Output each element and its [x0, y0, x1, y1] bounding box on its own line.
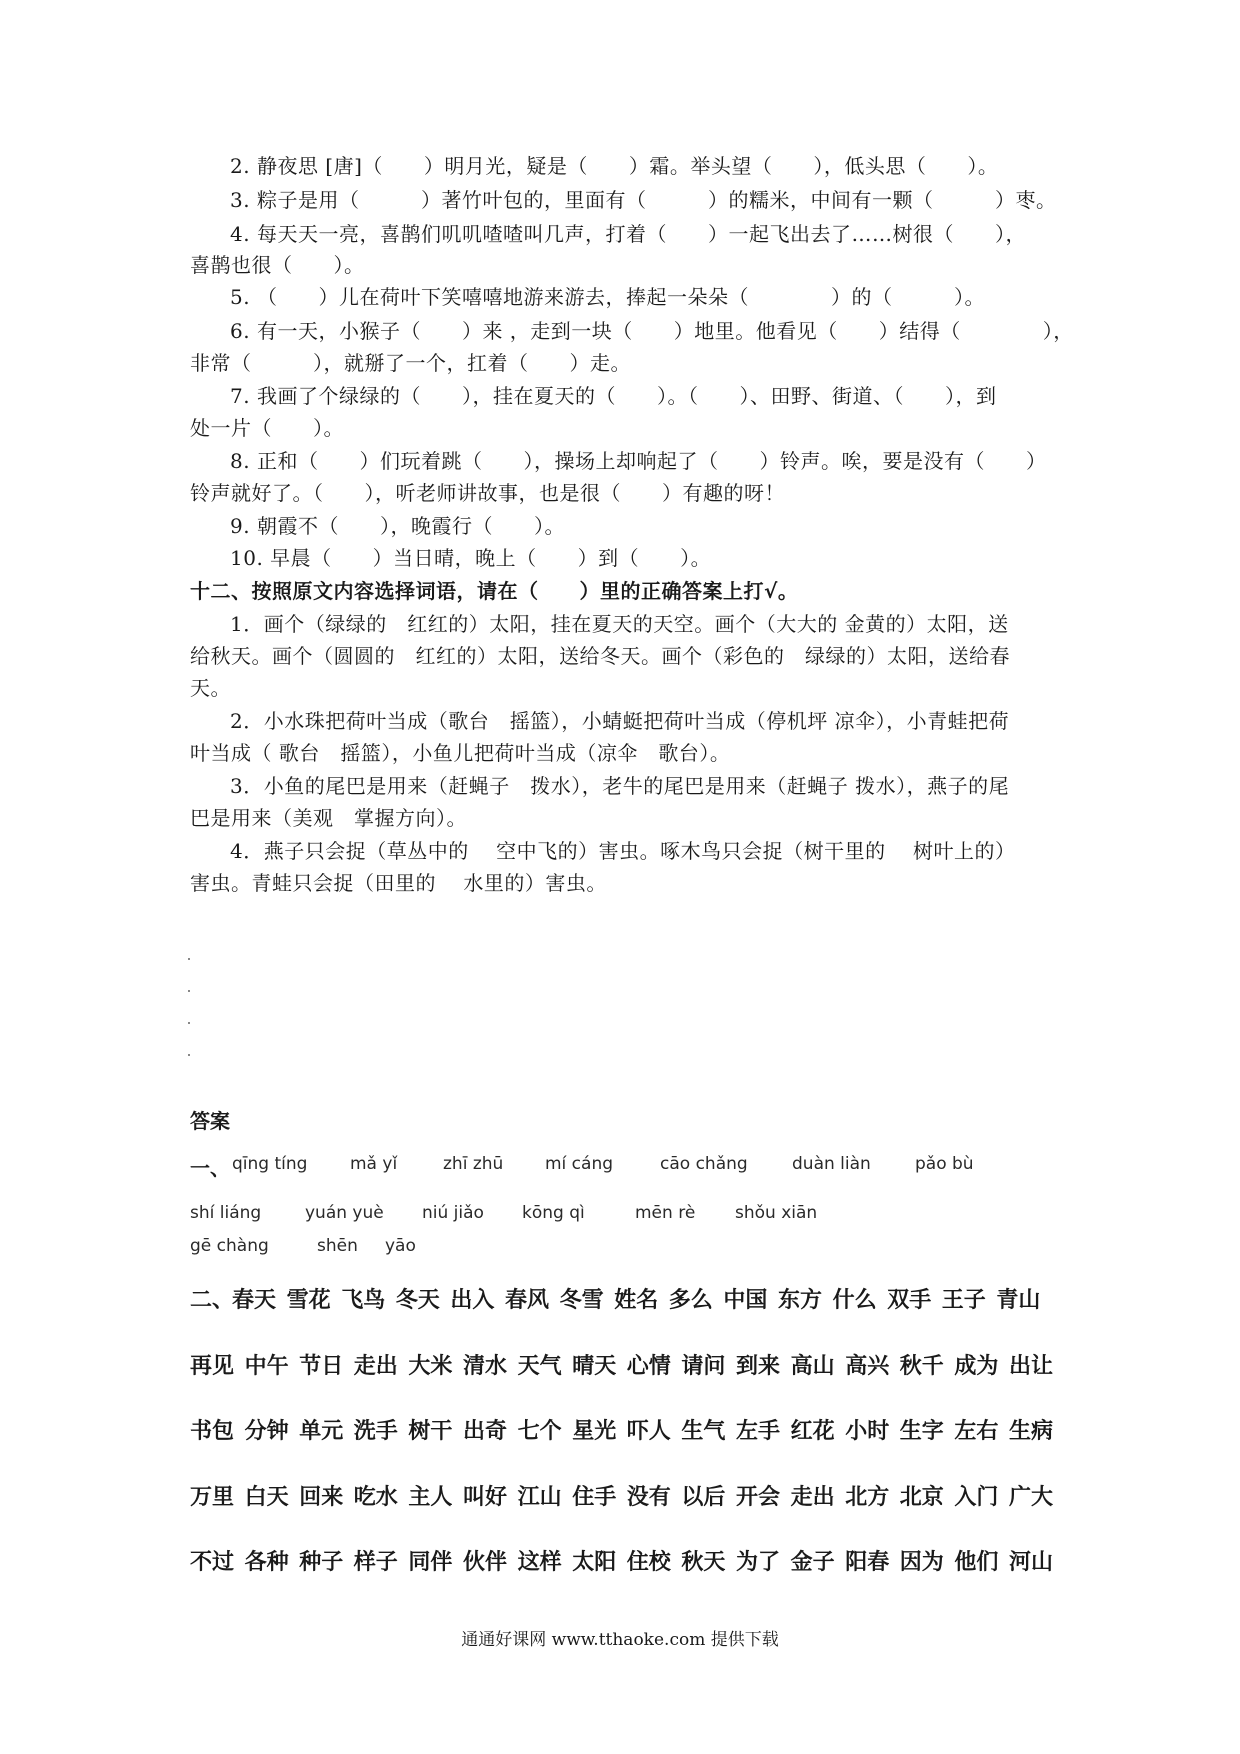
- answer-word: 河山: [1009, 1550, 1054, 1575]
- scan-dot: [188, 1054, 190, 1056]
- answer-word: 以后: [681, 1485, 726, 1510]
- answer-word: 主人: [408, 1485, 453, 1510]
- question-6-line2: 非常（ ），就掰了一个，扛着（ ）走。: [190, 351, 631, 375]
- section-12-line: 4．燕子只会捉（草丛中的 空中飞的）害虫。啄木鸟只会捉（树干里的 树叶上的）: [230, 839, 1016, 863]
- pinyin-row-3: [190, 1236, 1090, 1266]
- answer-word: 清水: [463, 1354, 508, 1379]
- answer-word: 各种: [244, 1550, 289, 1575]
- answer-word: 心情: [626, 1354, 671, 1379]
- answer-word: 江山: [517, 1485, 562, 1510]
- answer-word: 中午: [244, 1354, 289, 1379]
- answer-word: 冬天: [395, 1288, 440, 1313]
- answer-word: 天气: [517, 1354, 562, 1379]
- answer-word: 左右: [954, 1419, 999, 1444]
- answer-word: 因为: [899, 1550, 944, 1575]
- answers-title: 答案: [190, 1109, 230, 1133]
- answer-word: 分钟: [244, 1419, 289, 1444]
- answer-word: 没有: [626, 1485, 671, 1510]
- answer-word: 冬雪: [559, 1288, 604, 1313]
- answer-word: 北京: [899, 1485, 944, 1510]
- word-row-2: [190, 1349, 1070, 1383]
- answer-word: 叫好: [463, 1485, 508, 1510]
- answer-word: 青山: [996, 1288, 1041, 1313]
- pinyin-item: yāo: [385, 1236, 416, 1256]
- section-12-line: 巴是用来（美观 掌握方向）。: [190, 806, 467, 830]
- answer-word: 秋天: [681, 1550, 726, 1575]
- question-3: 3. 粽子是用（ ）著竹叶包的，里面有（ ）的糯米，中间有一颗（ ）枣。: [230, 188, 1057, 212]
- pinyin-item: gē chàng: [190, 1236, 269, 1256]
- answer-word: 秋千: [899, 1354, 944, 1379]
- answer-word: 高山: [790, 1354, 835, 1379]
- answer-word: 再见: [190, 1354, 235, 1379]
- answer-word: 大米: [408, 1354, 453, 1379]
- answer-word: 伙伴: [463, 1550, 508, 1575]
- scan-dot: [188, 990, 190, 992]
- answer-word: 不过: [190, 1550, 235, 1575]
- answer-word: 小时: [845, 1419, 890, 1444]
- question-4-line1: 4. 每天天一亮，喜鹊们叽叽喳喳叫几声，打着（ ）一起飞出去了……树很（ ），: [230, 222, 1026, 246]
- answer-word: 飞鸟: [341, 1288, 386, 1313]
- question-2: 2. 静夜思 [唐]（ ）明月光，疑是（ ）霜。举头望（ ），低头思（ ）。: [230, 154, 999, 178]
- pinyin-item: pǎo bù: [915, 1154, 974, 1174]
- pinyin-item: yuán yuè: [305, 1203, 384, 1223]
- answer-word: 生病: [1009, 1419, 1054, 1444]
- answer-word: 成为: [954, 1354, 999, 1379]
- answer-word: 入门: [954, 1485, 999, 1510]
- answer-word: 生字: [899, 1419, 944, 1444]
- answer-word: 双手: [887, 1288, 932, 1313]
- question-6-line1: 6. 有一天，小猴子（ ）来 ，走到一块（ ）地里。他看见（ ）结得（ ），: [230, 319, 1074, 343]
- answer-word: 多么: [668, 1288, 713, 1313]
- answer-word: 样子: [353, 1550, 398, 1575]
- scan-dot: [188, 1022, 190, 1024]
- answer-word: 回来: [299, 1485, 344, 1510]
- question-7-line1: 7. 我画了个绿绿的（ ），挂在夏天的（ ）。（ ）、田野、街道、（ ），到: [230, 384, 997, 408]
- question-10: 10. 早晨（ ）当日晴，晚上（ ）到（ ）。: [230, 546, 712, 570]
- pinyin-item: zhī zhū: [443, 1154, 504, 1174]
- answer-word: 走出: [790, 1485, 835, 1510]
- answers-part2-label: 二、: [190, 1288, 235, 1313]
- answer-word: 中国: [723, 1288, 768, 1313]
- answer-word: 种子: [299, 1550, 344, 1575]
- answer-word: 到来: [736, 1354, 781, 1379]
- answer-word: 什么: [832, 1288, 877, 1313]
- question-8-line1: 8. 正和（ ）们玩着跳（ ），操场上却响起了（ ）铃声。唉，要是没有（ ）: [230, 449, 1047, 473]
- pinyin-item: shí liáng: [190, 1203, 262, 1223]
- pinyin-item: qīng tíng: [232, 1154, 308, 1174]
- pinyin-item: shēn: [317, 1236, 358, 1256]
- word-row-3: [190, 1414, 1070, 1448]
- answer-word: 出入: [450, 1288, 495, 1313]
- answer-word: 他们: [954, 1550, 999, 1575]
- pinyin-row-2: [190, 1203, 1090, 1233]
- section-12-line: 1．画个（绿绿的 红红的）太阳，挂在夏天的天空。画个（大大的 金黄的）太阳，送: [230, 612, 1009, 636]
- answer-word: 东方: [778, 1288, 823, 1313]
- answer-word: 洗手: [353, 1419, 398, 1444]
- answer-word: 单元: [299, 1419, 344, 1444]
- pinyin-item: niú jiǎo: [422, 1203, 484, 1223]
- word-row-1: [232, 1283, 1112, 1317]
- page-footer: 通通好课网 www.tthaoke.com 提供下载: [461, 1630, 779, 1650]
- answer-word: 同伴: [408, 1550, 453, 1575]
- answer-word: 晴天: [572, 1354, 617, 1379]
- section-12-line: 叶当成（ 歌台 摇篮），小鱼儿把荷叶当成（凉伞 歌台）。: [190, 741, 731, 765]
- answer-word: 王子: [941, 1288, 986, 1313]
- section-12-line: 3．小鱼的尾巴是用来（赶蝇子 拨水），老牛的尾巴是用来（赶蝇子 拨水），燕子的尾: [230, 774, 1010, 798]
- pinyin-item: mēn rè: [635, 1203, 696, 1223]
- question-4-line2: 喜鹊也很（ ）。: [190, 253, 365, 277]
- answer-word: 走出: [353, 1354, 398, 1379]
- answer-word: 太阳: [572, 1550, 617, 1575]
- pinyin-item: duàn liàn: [792, 1154, 871, 1174]
- word-row-4: [190, 1480, 1070, 1514]
- answer-word: 这样: [517, 1550, 562, 1575]
- section-12-line: 害虫。青蛙只会捉（田里的 水里的）害虫。: [190, 871, 607, 895]
- section-12-line: 天。: [190, 676, 231, 700]
- answer-word: 住校: [626, 1550, 671, 1575]
- pinyin-item: mǎ yǐ: [350, 1154, 398, 1174]
- answer-word: 高兴: [845, 1354, 890, 1379]
- section-12-title: 十二、按照原文内容选择词语，请在（ ）里的正确答案上打√。: [190, 579, 799, 603]
- question-9: 9. 朝霞不（ ），晚霞行（ ）。: [230, 514, 565, 538]
- question-7-line2: 处一片（ ）。: [190, 416, 344, 440]
- word-row-5: [190, 1545, 1070, 1579]
- answer-word: 生气: [681, 1419, 726, 1444]
- answer-word: 春风: [505, 1288, 550, 1313]
- pinyin-item: cāo chǎng: [660, 1154, 748, 1174]
- question-8-line2: 铃声就好了。（ ），听老师讲故事，也是很（ ）有趣的呀！: [190, 481, 785, 505]
- answer-word: 白天: [244, 1485, 289, 1510]
- pinyin-item: mí cáng: [545, 1154, 614, 1174]
- answer-word: 节日: [299, 1354, 344, 1379]
- answer-word: 春天: [232, 1288, 277, 1313]
- answer-word: 出让: [1009, 1354, 1054, 1379]
- answer-word: 七个: [517, 1419, 562, 1444]
- question-5: 5. （ ）儿在荷叶下笑嘻嘻地游来游去，捧起一朵朵（ ）的（ ）。: [230, 285, 985, 309]
- answer-word: 吃水: [353, 1485, 398, 1510]
- answer-word: 树干: [408, 1419, 453, 1444]
- answer-word: 出奇: [463, 1419, 508, 1444]
- pinyin-item: shǒu xiān: [735, 1203, 818, 1223]
- answer-word: 姓名: [614, 1288, 659, 1313]
- answer-word: 雪花: [286, 1288, 331, 1313]
- answer-word: 阳春: [845, 1550, 890, 1575]
- scan-dot: [188, 958, 190, 960]
- answer-word: 左手: [736, 1419, 781, 1444]
- answer-word: 吓人: [626, 1419, 671, 1444]
- answer-word: 为了: [736, 1550, 781, 1575]
- section-12-line: 给秋天。画个（圆圆的 红红的）太阳，送给冬天。画个（彩色的 绿绿的）太阳，送给春: [190, 644, 1010, 668]
- answer-word: 星光: [572, 1419, 617, 1444]
- answer-word: 住手: [572, 1485, 617, 1510]
- answer-word: 北方: [845, 1485, 890, 1510]
- answer-word: 万里: [190, 1485, 235, 1510]
- answer-word: 请问: [681, 1354, 726, 1379]
- pinyin-row-1: [190, 1154, 1090, 1184]
- section-12-line: 2．小水珠把荷叶当成（歌台 摇篮），小蜻蜓把荷叶当成（停机坪 凉伞），小青蛙把荷: [230, 709, 1010, 733]
- pinyin-item: kōng qì: [522, 1203, 585, 1223]
- answer-word: 开会: [736, 1485, 781, 1510]
- answer-word: 书包: [190, 1419, 235, 1444]
- answer-word: 红花: [790, 1419, 835, 1444]
- answer-word: 金子: [790, 1550, 835, 1575]
- answer-word: 广大: [1009, 1485, 1054, 1510]
- answers-part1-label: 一、: [190, 1156, 230, 1180]
